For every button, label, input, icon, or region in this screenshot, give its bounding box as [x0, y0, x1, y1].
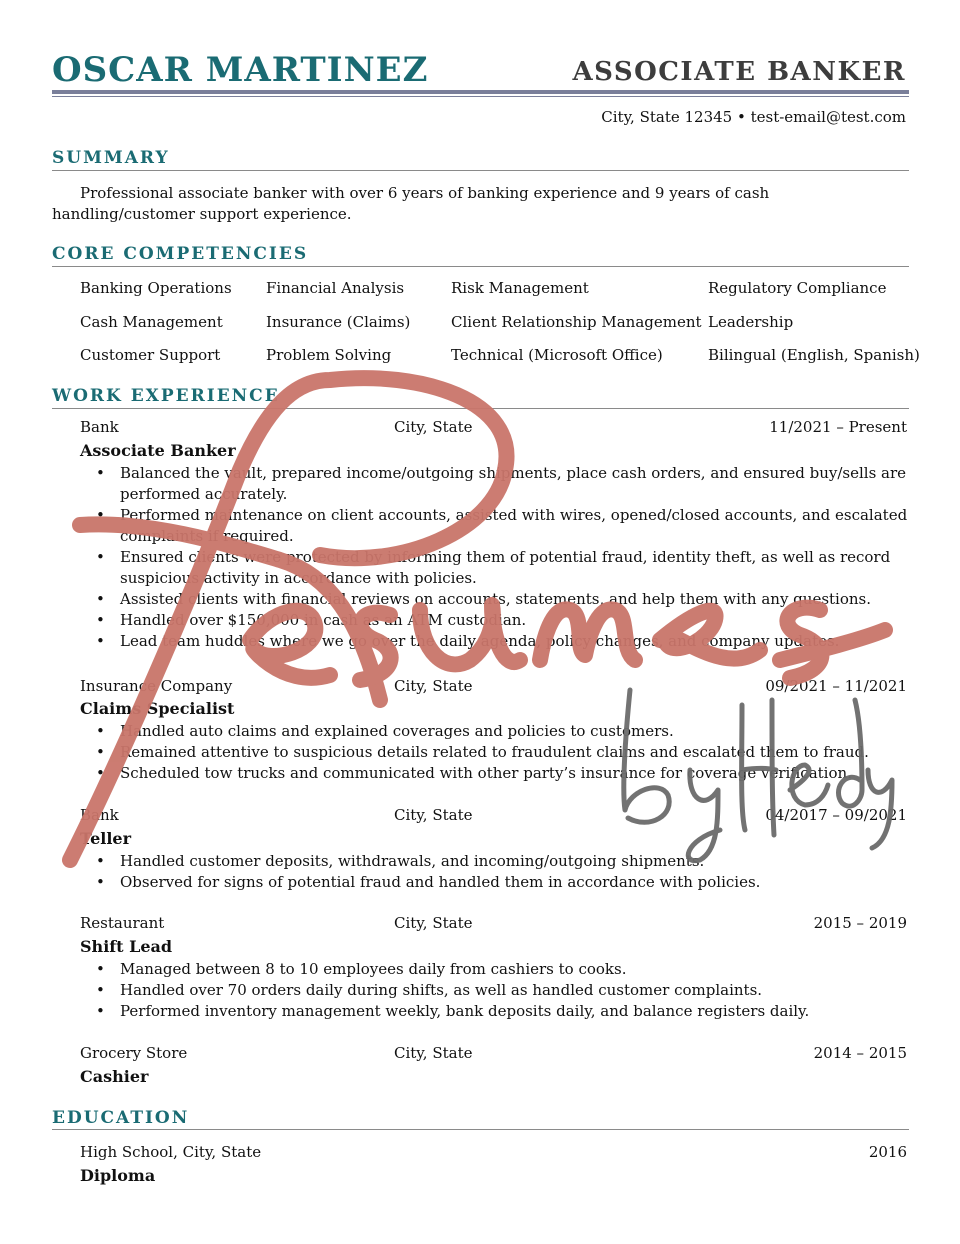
job-bullet: • Handled over $150,000 in cash as an ATM custodian.	[120, 610, 950, 631]
job-bullet: • Performed maintenance on client accounts, assisted with wires, opened/closed accounts, and escalated complaints if required.	[120, 505, 950, 547]
header-rule	[52, 90, 909, 94]
job-dates: 2015 – 2019	[813, 914, 907, 932]
job-title: Shift Lead	[80, 937, 173, 956]
job-bullet: • Ensured clients were protected by informing them of potential fraud, identity theft, as well as record suspicious activity in accordance with policies.	[120, 547, 950, 589]
job-bullet: • Assisted clients with financial reviews on accounts, statements, and help them with any questions.	[120, 589, 950, 610]
job-title: Claims Specialist	[80, 699, 235, 718]
section-title-education: EDUCATION	[52, 1108, 190, 1128]
section-title-experience: WORK EXPERIENCE	[52, 386, 280, 406]
competency-item: Banking Operations	[80, 279, 232, 297]
job-bullet: • Handled customer deposits, withdrawals, and incoming/outgoing shipments.	[120, 851, 950, 872]
summary-text: Professional associate banker with over 6 years of banking experience and 9 years of cash handling/customer support experience.	[52, 184, 770, 223]
candidate-name: OSCAR MARTINEZ	[52, 50, 429, 90]
job-bullet: • Performed inventory management weekly, bank deposits daily, and balance registers daily.	[120, 1001, 950, 1022]
job-bullet: • Observed for signs of potential fraud and handled them in accordance with policies.	[120, 872, 950, 893]
competency-item: Insurance (Claims)	[266, 313, 411, 331]
job-dates: 04/2017 – 09/2021	[765, 806, 907, 824]
competency-item: Client Relationship Management	[451, 313, 702, 331]
job-location: City, State	[394, 914, 473, 932]
competency-item: Leadership	[708, 313, 794, 331]
section-rule	[52, 1129, 909, 1130]
job-title: Teller	[80, 829, 132, 848]
job-bullet-list	[80, 463, 950, 652]
competency-item: Customer Support	[80, 346, 221, 364]
job-bullet-list	[80, 851, 950, 893]
job-company: Grocery Store	[80, 1044, 188, 1062]
job-bullet: • Remained attentive to suspicious details related to fraudulent claims and escalated them to fraud.	[120, 742, 950, 763]
job-bullet: • Handled auto claims and explained coverages and policies to customers.	[120, 721, 950, 742]
section-rule	[52, 170, 909, 171]
job-bullet: • Managed between 8 to 10 employees daily from cashiers to cooks.	[120, 959, 950, 980]
job-company: Bank	[80, 806, 119, 824]
competency-item: Risk Management	[451, 279, 589, 297]
section-title-competencies: CORE COMPETENCIES	[52, 244, 309, 264]
job-location: City, State	[394, 806, 473, 824]
job-bullet-list	[80, 721, 950, 784]
job-dates: 11/2021 – Present	[769, 418, 907, 436]
job-location: City, State	[394, 677, 473, 695]
job-bullet: • Lead team huddles where we go over the daily agenda, policy changes, and company updates.	[120, 631, 950, 652]
job-company: Bank	[80, 418, 119, 436]
job-location: City, State	[394, 1044, 473, 1062]
section-rule	[52, 266, 909, 267]
job-title: Associate Banker	[80, 441, 236, 460]
job-role-title: ASSOCIATE BANKER	[572, 57, 906, 87]
competency-item: Financial Analysis	[266, 279, 405, 297]
job-location: City, State	[394, 418, 473, 436]
header-rule-thin	[52, 96, 909, 97]
job-dates: 09/2021 – 11/2021	[765, 677, 907, 695]
competency-item: Regulatory Compliance	[708, 279, 887, 297]
job-dates: 2014 – 2015	[813, 1044, 907, 1062]
job-bullet-list	[80, 959, 950, 1022]
education-school: High School, City, State	[80, 1143, 262, 1161]
section-title-summary: SUMMARY	[52, 148, 170, 168]
education-degree: Diploma	[80, 1166, 156, 1185]
job-company: Restaurant	[80, 914, 165, 932]
job-bullet: • Balanced the vault, prepared income/outgoing shipments, place cash orders, and ensured buy/sells are performed accurately.	[120, 463, 950, 505]
job-bullet: • Handled over 70 orders daily during shifts, as well as handled customer complaints.	[120, 980, 950, 1001]
education-year: 2016	[868, 1143, 907, 1161]
competency-item: Problem Solving	[266, 346, 392, 364]
competency-item: Bilingual (English, Spanish)	[708, 346, 920, 364]
job-bullet: • Scheduled tow trucks and communicated with other party’s insurance for coverage verification.	[120, 763, 950, 784]
job-title: Cashier	[80, 1067, 149, 1086]
competency-item: Technical (Microsoft Office)	[451, 346, 663, 364]
section-rule	[52, 408, 909, 409]
competency-item: Cash Management	[80, 313, 223, 331]
job-company: Insurance Company	[80, 677, 233, 695]
contact-info: City, State 12345 • test-email@test.com	[601, 108, 906, 126]
